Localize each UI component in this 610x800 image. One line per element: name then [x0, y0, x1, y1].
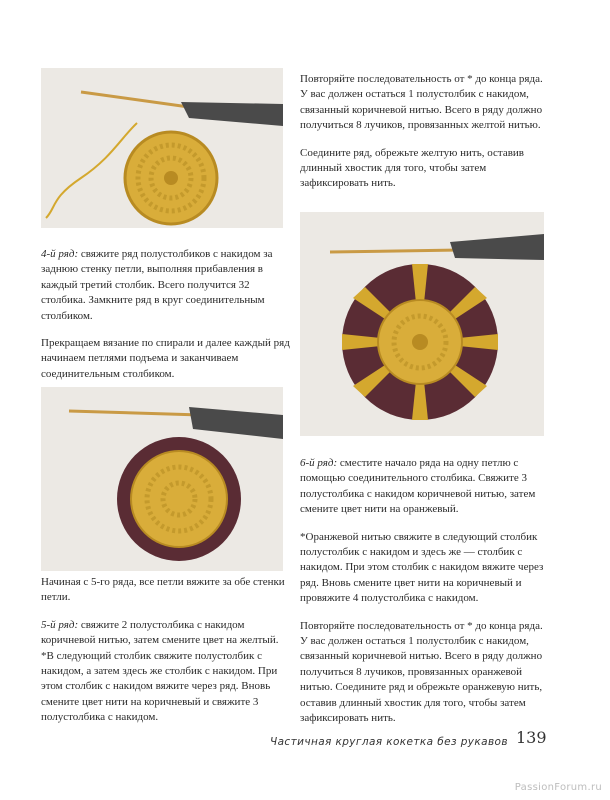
row6-orange-paragraph: *Оранжевой нитью свяжите в следующий столбик полустолбик с накидом и здесь же — столбик с накидом. При этом столбик с накидом вяжите через ряд. Вновь смените цвет нити на коричневый и провяжите 4 полустолбика с накидом. — [300, 530, 544, 605]
photo-brown-border-swatch — [41, 387, 283, 571]
repeat-sequence-paragraph: Повторяйте последовательность от * до конца ряда. У вас должен остаться 1 полустолбик с накидом, связанный коричневой нитью. Всего в ряду должно получиться 8 лучиков, провязанных желтой нитью. — [300, 73, 543, 132]
row5-instructions — [41, 575, 291, 726]
row5-text: свяжите 2 полустолбика с накидом коричневой нитью, затем смените цвет на желтый. *В следующий столбик свяжите полустолбик с накидом, а затем здесь же столбик с накидом. При этом столбик с накидом вяжите через ряд. Вновь смените цвет нити на коричневый и свяжите 3 полустолбика с накидом. — [41, 618, 279, 724]
crochet-swatch-yellow-illustration — [41, 68, 283, 228]
row6-label: 6-й ряд: — [300, 457, 338, 469]
row6-text: сместите начало ряда на одну петлю с помощью соединительного столбика. Свяжите 3 полустолбика с накидом коричневой нитью, затем смените цвет нити на оранжевый. — [300, 457, 536, 516]
row5-label: 5-й ряд: — [41, 618, 79, 631]
footer-chapter-title: Частичная круглая кокетка без рукавов — [270, 736, 508, 748]
crochet-swatch-rays-illustration — [300, 212, 544, 436]
row6-paragraph — [300, 456, 552, 518]
row4-instructions — [41, 247, 291, 382]
row5-paragraph — [41, 618, 291, 726]
both-loops-paragraph: Начиная с 5-го ряда, все петли вяжите за обе стенки петли. — [41, 576, 285, 604]
watermark: PassionForum.ru — [514, 782, 602, 793]
top-right-instructions — [300, 72, 548, 192]
photo-yellow-swatch — [41, 68, 283, 228]
row4-paragraph — [41, 247, 291, 324]
row4-label: 4-й ряд: — [41, 248, 79, 260]
row4-text: свяжите ряд полустолбиков с накидом за заднюю стенку петли, выполняя прибавления в каждый третий столбик. Всего получится 32 столбика. Замкните ряд в круг соединительным столбиком. — [41, 248, 273, 322]
row6-instructions — [300, 456, 552, 727]
join-row-paragraph: Соедините ряд, обрежьте желтую нить, оставив длинный хвостик для того, чтобы затем зафиксировать нить. — [300, 146, 524, 190]
row6-repeat-paragraph: Повторяйте последовательность от * до конца ряда. У вас должен остаться 1 полустолбик с накидом, связанный коричневой нитью. Всего в ряду должно получиться 8 лучиков, провязанных оранжевой нитью. Соедините ряд и обрежьте оранжевую нить, оставив длинный хвостик для того, чтобы затем зафиксировать нить. — [300, 619, 543, 725]
crochet-swatch-brown-illustration — [41, 387, 283, 571]
page-number: 139 — [516, 728, 547, 747]
spiral-note-paragraph: Прекращаем вязание по спирали и далее каждый ряд начинаем петлями подъема и заканчиваем соединительным столбиком. — [41, 337, 290, 380]
photo-yellow-rays-swatch — [300, 212, 544, 436]
